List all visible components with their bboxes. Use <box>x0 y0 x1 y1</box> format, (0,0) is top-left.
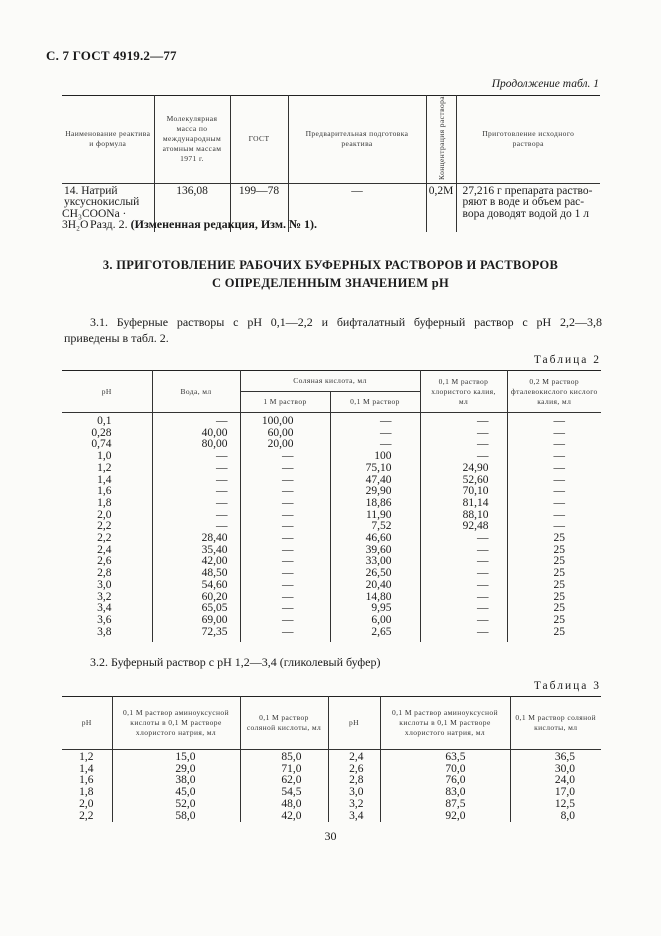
t2-cell-hcl1: — <box>240 510 330 522</box>
table-row <box>62 451 601 463</box>
t2-cell-hcl01: 39,60 <box>330 545 420 557</box>
page-header: С. 7 ГОСТ 4919.2—77 <box>46 48 177 63</box>
t3-cell-left-ph: 2,2 <box>62 811 112 823</box>
t2-cell-water: 35,40 <box>152 545 240 557</box>
t2-cell-hcl01: 26,50 <box>330 568 420 580</box>
t2-cell-kcl: 92,48 <box>420 521 507 533</box>
t2-cell-kcl: — <box>420 592 507 604</box>
t2-header-kphth: 0,2 М раствор фталевокислого кислого калия, мл <box>507 371 601 413</box>
amendment-note: Разд. 2. (Измененная редакция, Изм. № 1). <box>90 217 318 231</box>
t2-cell-kphth: 25 <box>507 592 601 604</box>
t2-cell-kcl: 88,10 <box>420 510 507 522</box>
t2-cell-hcl01: 6,00 <box>330 615 420 627</box>
t2-cell-hcl01: 18,86 <box>330 498 420 510</box>
t2-cell-kcl: — <box>420 556 507 568</box>
t3-cell-right-ph: 2,6 <box>328 764 380 776</box>
t3-cell-right-hcl: 8,0 <box>510 811 601 823</box>
t3-cell-right-ph: 3,4 <box>328 811 380 823</box>
t2-cell-kphth: 25 <box>507 580 601 592</box>
table-row <box>62 533 601 545</box>
table-row <box>62 510 601 522</box>
t2-cell-hcl1: — <box>240 615 330 627</box>
t3-cell-left-gly: 58,0 <box>112 811 240 823</box>
t2-cell-hcl1: — <box>240 568 330 580</box>
t3-cell-right-gly: 63,5 <box>380 750 510 764</box>
t3-header-gly-right: 0,1 М раствор аминоуксусной кислоты в 0,1 М растворе хлористого натрия, мл <box>380 697 510 750</box>
t1-header-mass: Молекулярная масса по международным атомным массам 1971 г. <box>154 96 230 184</box>
table-row <box>62 580 601 592</box>
t2-cell-ph: 3,8 <box>62 627 152 639</box>
t2-cell-hcl01: 46,60 <box>330 533 420 545</box>
table-continuation-label: Продолжение табл. 1 <box>491 78 599 90</box>
t2-cell-water: — <box>152 498 240 510</box>
t2-cell-ph: 0,74 <box>62 439 152 451</box>
t2-cell-water: — <box>152 486 240 498</box>
t1-row-mass: 136,08 <box>154 183 230 232</box>
t2-cell-hcl01: 11,90 <box>330 510 420 522</box>
t2-cell-hcl01: 33,00 <box>330 556 420 568</box>
t2-cell-kcl: 52,60 <box>420 475 507 487</box>
t2-cell-kphth: 25 <box>507 533 601 545</box>
t3-cell-right-ph: 3,2 <box>328 799 380 811</box>
t1-row-prep: — <box>288 183 426 232</box>
t2-cell-hcl1: — <box>240 603 330 615</box>
t1-row-instructions <box>456 183 600 232</box>
t2-cell-hcl01: 14,80 <box>330 592 420 604</box>
t2-cell-water: — <box>152 475 240 487</box>
t1-name-formula: CH₃COONa · 3H₂O <box>62 207 127 232</box>
table-row <box>62 498 601 510</box>
t2-cell-kcl: — <box>420 439 507 451</box>
t2-header-ph: рН <box>62 371 152 413</box>
t2-cell-kcl: — <box>420 533 507 545</box>
table-row <box>62 811 601 823</box>
t2-cell-water: 65,05 <box>152 603 240 615</box>
table-row <box>62 556 601 568</box>
t1-header-prep: Предварительная подготовка реактива <box>288 96 426 184</box>
t3-cell-left-ph: 1,4 <box>62 764 112 776</box>
t2-cell-kcl: — <box>420 615 507 627</box>
t2-header-hcl-1m: 1 М раствор <box>240 392 330 413</box>
t2-cell-hcl1: — <box>240 463 330 475</box>
t2-cell-kcl: — <box>420 580 507 592</box>
paragraph-3-2: 3.2. Буферный раствор с рН 1,2—3,4 (гликолевый буфер) <box>90 655 381 669</box>
t2-cell-water: — <box>152 463 240 475</box>
t2-cell-hcl1: — <box>240 451 330 463</box>
t3-cell-left-ph: 1,8 <box>62 787 112 799</box>
t2-cell-kcl: — <box>420 627 507 639</box>
t3-cell-right-hcl: 36,5 <box>510 750 601 764</box>
t2-header-water: Вода, мл <box>152 371 240 413</box>
table-row <box>62 615 601 627</box>
t3-cell-left-hcl: 62,0 <box>240 775 328 787</box>
t2-cell-kphth: — <box>507 463 601 475</box>
t1-instr-line2: ряют в воде и объем рас- <box>462 196 585 209</box>
t2-cell-ph: 0,1 <box>62 413 152 428</box>
t3-cell-left-hcl: 42,0 <box>240 811 328 823</box>
table-row <box>62 428 601 440</box>
t2-cell-water: — <box>152 413 240 428</box>
t2-cell-hcl1: 20,00 <box>240 439 330 451</box>
table-row <box>62 750 601 764</box>
t2-cell-kphth: — <box>507 510 601 522</box>
table-row <box>62 592 601 604</box>
t2-cell-kcl: — <box>420 603 507 615</box>
t2-cell-hcl1: 60,00 <box>240 428 330 440</box>
t1-header-instructions: Приготовление исходного раствора <box>456 96 600 184</box>
t2-cell-ph: 2,8 <box>62 568 152 580</box>
t2-header-kcl: 0,1 М раствор хлористого калия, мл <box>420 371 507 413</box>
t2-cell-ph: 3,4 <box>62 603 152 615</box>
t3-header-ph-right: рН <box>328 697 380 750</box>
t2-cell-ph: 3,2 <box>62 592 152 604</box>
t2-cell-hcl1: — <box>240 592 330 604</box>
table-row <box>62 475 601 487</box>
table-3-caption: Таблица 3 <box>533 680 601 692</box>
t3-cell-left-ph: 2,0 <box>62 799 112 811</box>
t2-cell-ph: 3,6 <box>62 615 152 627</box>
t2-cell-kphth: 25 <box>507 627 601 639</box>
table-row <box>62 521 601 533</box>
t3-cell-right-gly: 92,0 <box>380 811 510 823</box>
table-row <box>62 463 601 475</box>
table-row <box>62 568 601 580</box>
t2-cell-kphth: 25 <box>507 603 601 615</box>
t2-cell-hcl1: — <box>240 627 330 639</box>
t3-cell-right-gly: 76,0 <box>380 775 510 787</box>
para31-line1: 3.1. Буферные растворы с рН 0,1—2,2 и бифталатный буферный раствор с рН 2,2—3,8 <box>90 315 602 329</box>
table-3 <box>62 696 601 822</box>
table-row <box>62 603 601 615</box>
t2-cell-hcl1: — <box>240 498 330 510</box>
t3-header-gly-left: 0,1 М раствор аминоуксусной кислоты в 0,1 М растворе хлористого натрия, мл <box>112 697 240 750</box>
t2-cell-hcl01: 7,52 <box>330 521 420 533</box>
t3-cell-left-ph: 1,6 <box>62 775 112 787</box>
t2-cell-hcl1: — <box>240 486 330 498</box>
t2-cell-water: — <box>152 510 240 522</box>
t2-cell-hcl01: — <box>330 413 420 428</box>
t3-cell-right-gly: 70,0 <box>380 764 510 776</box>
t3-cell-left-hcl: 48,0 <box>240 799 328 811</box>
t3-header-hcl-right: 0,1 М раствор соляной кислоты, мл <box>510 697 601 750</box>
t2-cell-ph: 3,0 <box>62 580 152 592</box>
t2-cell-ph: 1,4 <box>62 475 152 487</box>
t2-cell-water: 80,00 <box>152 439 240 451</box>
t1-name-line1: 14. Натрий <box>64 184 118 197</box>
t3-cell-right-gly: 87,5 <box>380 799 510 811</box>
t3-cell-right-ph: 3,0 <box>328 787 380 799</box>
t3-header-ph-left: рН <box>62 697 112 750</box>
t2-header-hcl: Соляная кислота, мл <box>240 371 420 392</box>
t1-header-name: Наименование реактива и формула <box>62 96 154 184</box>
t3-cell-left-hcl: 71,0 <box>240 764 328 776</box>
t3-cell-right-ph: 2,4 <box>328 750 380 764</box>
t3-cell-right-hcl: 24,0 <box>510 775 601 787</box>
t3-cell-right-hcl: 17,0 <box>510 787 601 799</box>
para31-line2: приведены в табл. 2. <box>64 331 169 345</box>
t2-cell-kphth: — <box>507 521 601 533</box>
t3-cell-right-gly: 83,0 <box>380 787 510 799</box>
t2-cell-kcl: — <box>420 451 507 463</box>
t2-cell-kcl: 24,90 <box>420 463 507 475</box>
table-2-caption: Таблица 2 <box>533 354 601 366</box>
t2-cell-ph: 2,2 <box>62 533 152 545</box>
t1-name-line2: уксуснокислый <box>64 196 140 209</box>
t2-cell-kphth: — <box>507 498 601 510</box>
t2-cell-water: 40,00 <box>152 428 240 440</box>
t1-instr-line1: 27,216 г препарата раство- <box>462 184 593 197</box>
t3-cell-right-hcl: 12,5 <box>510 799 601 811</box>
t2-cell-ph: 2,2 <box>62 521 152 533</box>
t2-cell-ph: 2,4 <box>62 545 152 557</box>
table-row <box>62 545 601 557</box>
t2-cell-hcl1: — <box>240 545 330 557</box>
t2-cell-hcl01: 47,40 <box>330 475 420 487</box>
t1-header-conc: Концентрация раствора <box>426 96 456 184</box>
t2-cell-water: — <box>152 521 240 533</box>
t2-cell-ph: 1,6 <box>62 486 152 498</box>
t2-cell-kphth: 25 <box>507 568 601 580</box>
paragraph-3-1 <box>64 314 602 346</box>
t3-cell-left-hcl: 85,0 <box>240 750 328 764</box>
t3-cell-left-gly: 52,0 <box>112 799 240 811</box>
t2-cell-hcl1: — <box>240 580 330 592</box>
t2-cell-kphth: — <box>507 486 601 498</box>
t3-cell-left-ph: 1,2 <box>62 750 112 764</box>
t2-cell-kphth: — <box>507 451 601 463</box>
t1-row-conc: 0,2М <box>426 183 456 232</box>
t3-cell-left-gly: 15,0 <box>112 750 240 764</box>
t2-cell-water: 42,00 <box>152 556 240 568</box>
t2-cell-kphth: 25 <box>507 615 601 627</box>
t2-cell-water: 69,00 <box>152 615 240 627</box>
t2-cell-ph: 2,6 <box>62 556 152 568</box>
t3-cell-left-gly: 45,0 <box>112 787 240 799</box>
table-row <box>62 799 601 811</box>
t2-cell-ph: 1,0 <box>62 451 152 463</box>
t3-cell-right-ph: 2,8 <box>328 775 380 787</box>
t2-cell-water: — <box>152 451 240 463</box>
t1-instr-line3: вора доводят водой до 1 л <box>462 207 589 220</box>
table-row <box>62 775 601 787</box>
t2-cell-hcl01: 9,95 <box>330 603 420 615</box>
table-row <box>62 627 601 639</box>
t1-header-gost: ГОСТ <box>230 96 288 184</box>
section-title-line1: 3. ПРИГОТОВЛЕНИЕ РАБОЧИХ БУФЕРНЫХ РАСТВОРОВ И РАСТВОРОВ <box>102 258 559 272</box>
t2-cell-ph: 2,0 <box>62 510 152 522</box>
t2-cell-kcl: — <box>420 545 507 557</box>
t3-cell-left-gly: 38,0 <box>112 775 240 787</box>
t2-cell-kcl: 70,10 <box>420 486 507 498</box>
t2-cell-hcl1: 100,00 <box>240 413 330 428</box>
t2-cell-hcl1: — <box>240 556 330 568</box>
t2-cell-kphth: 25 <box>507 556 601 568</box>
table-row <box>62 764 601 776</box>
table-row <box>62 439 601 451</box>
t2-cell-water: 72,35 <box>152 627 240 639</box>
t2-cell-ph: 1,2 <box>62 463 152 475</box>
section-title-line2: С ОПРЕДЕЛЕННЫМ ЗНАЧЕНИЕМ рН <box>211 276 450 290</box>
table-row <box>62 787 601 799</box>
t2-cell-hcl01: 2,65 <box>330 627 420 639</box>
t3-cell-left-hcl: 54,5 <box>240 787 328 799</box>
t3-cell-right-hcl: 30,0 <box>510 764 601 776</box>
section-title <box>0 256 661 292</box>
page-number: 30 <box>324 829 337 843</box>
t2-cell-kphth: — <box>507 439 601 451</box>
t2-cell-hcl01: 75,10 <box>330 463 420 475</box>
table-row <box>62 486 601 498</box>
t2-cell-water: 28,40 <box>152 533 240 545</box>
t2-cell-kcl: 81,14 <box>420 498 507 510</box>
t2-cell-hcl01: 20,40 <box>330 580 420 592</box>
t2-cell-kcl: — <box>420 568 507 580</box>
t1-row-gost: 199—78 <box>230 183 288 232</box>
t2-cell-hcl01: — <box>330 439 420 451</box>
t2-cell-hcl01: 29,90 <box>330 486 420 498</box>
t2-cell-kphth: 25 <box>507 545 601 557</box>
t2-cell-water: 48,50 <box>152 568 240 580</box>
t3-header-hcl-left: 0,1 М раствор соляной кислоты, мл <box>240 697 328 750</box>
t2-cell-kphth: — <box>507 413 601 428</box>
t2-cell-water: 54,60 <box>152 580 240 592</box>
t2-cell-hcl1: — <box>240 533 330 545</box>
t2-cell-hcl1: — <box>240 475 330 487</box>
t2-cell-kcl: — <box>420 413 507 428</box>
t2-cell-ph: 0,28 <box>62 428 152 440</box>
table-1 <box>62 95 600 232</box>
t2-cell-kphth: — <box>507 475 601 487</box>
t2-cell-hcl01: — <box>330 428 420 440</box>
table-row <box>62 413 601 428</box>
table-2 <box>62 370 601 642</box>
t3-cell-left-gly: 29,0 <box>112 764 240 776</box>
t2-cell-hcl1: — <box>240 521 330 533</box>
t2-header-hcl-01m: 0,1 М раствор <box>330 392 420 413</box>
t2-cell-ph: 1,8 <box>62 498 152 510</box>
t2-cell-kphth: — <box>507 428 601 440</box>
t2-cell-kcl: — <box>420 428 507 440</box>
t2-cell-water: 60,20 <box>152 592 240 604</box>
t2-cell-hcl01: 100 <box>330 451 420 463</box>
